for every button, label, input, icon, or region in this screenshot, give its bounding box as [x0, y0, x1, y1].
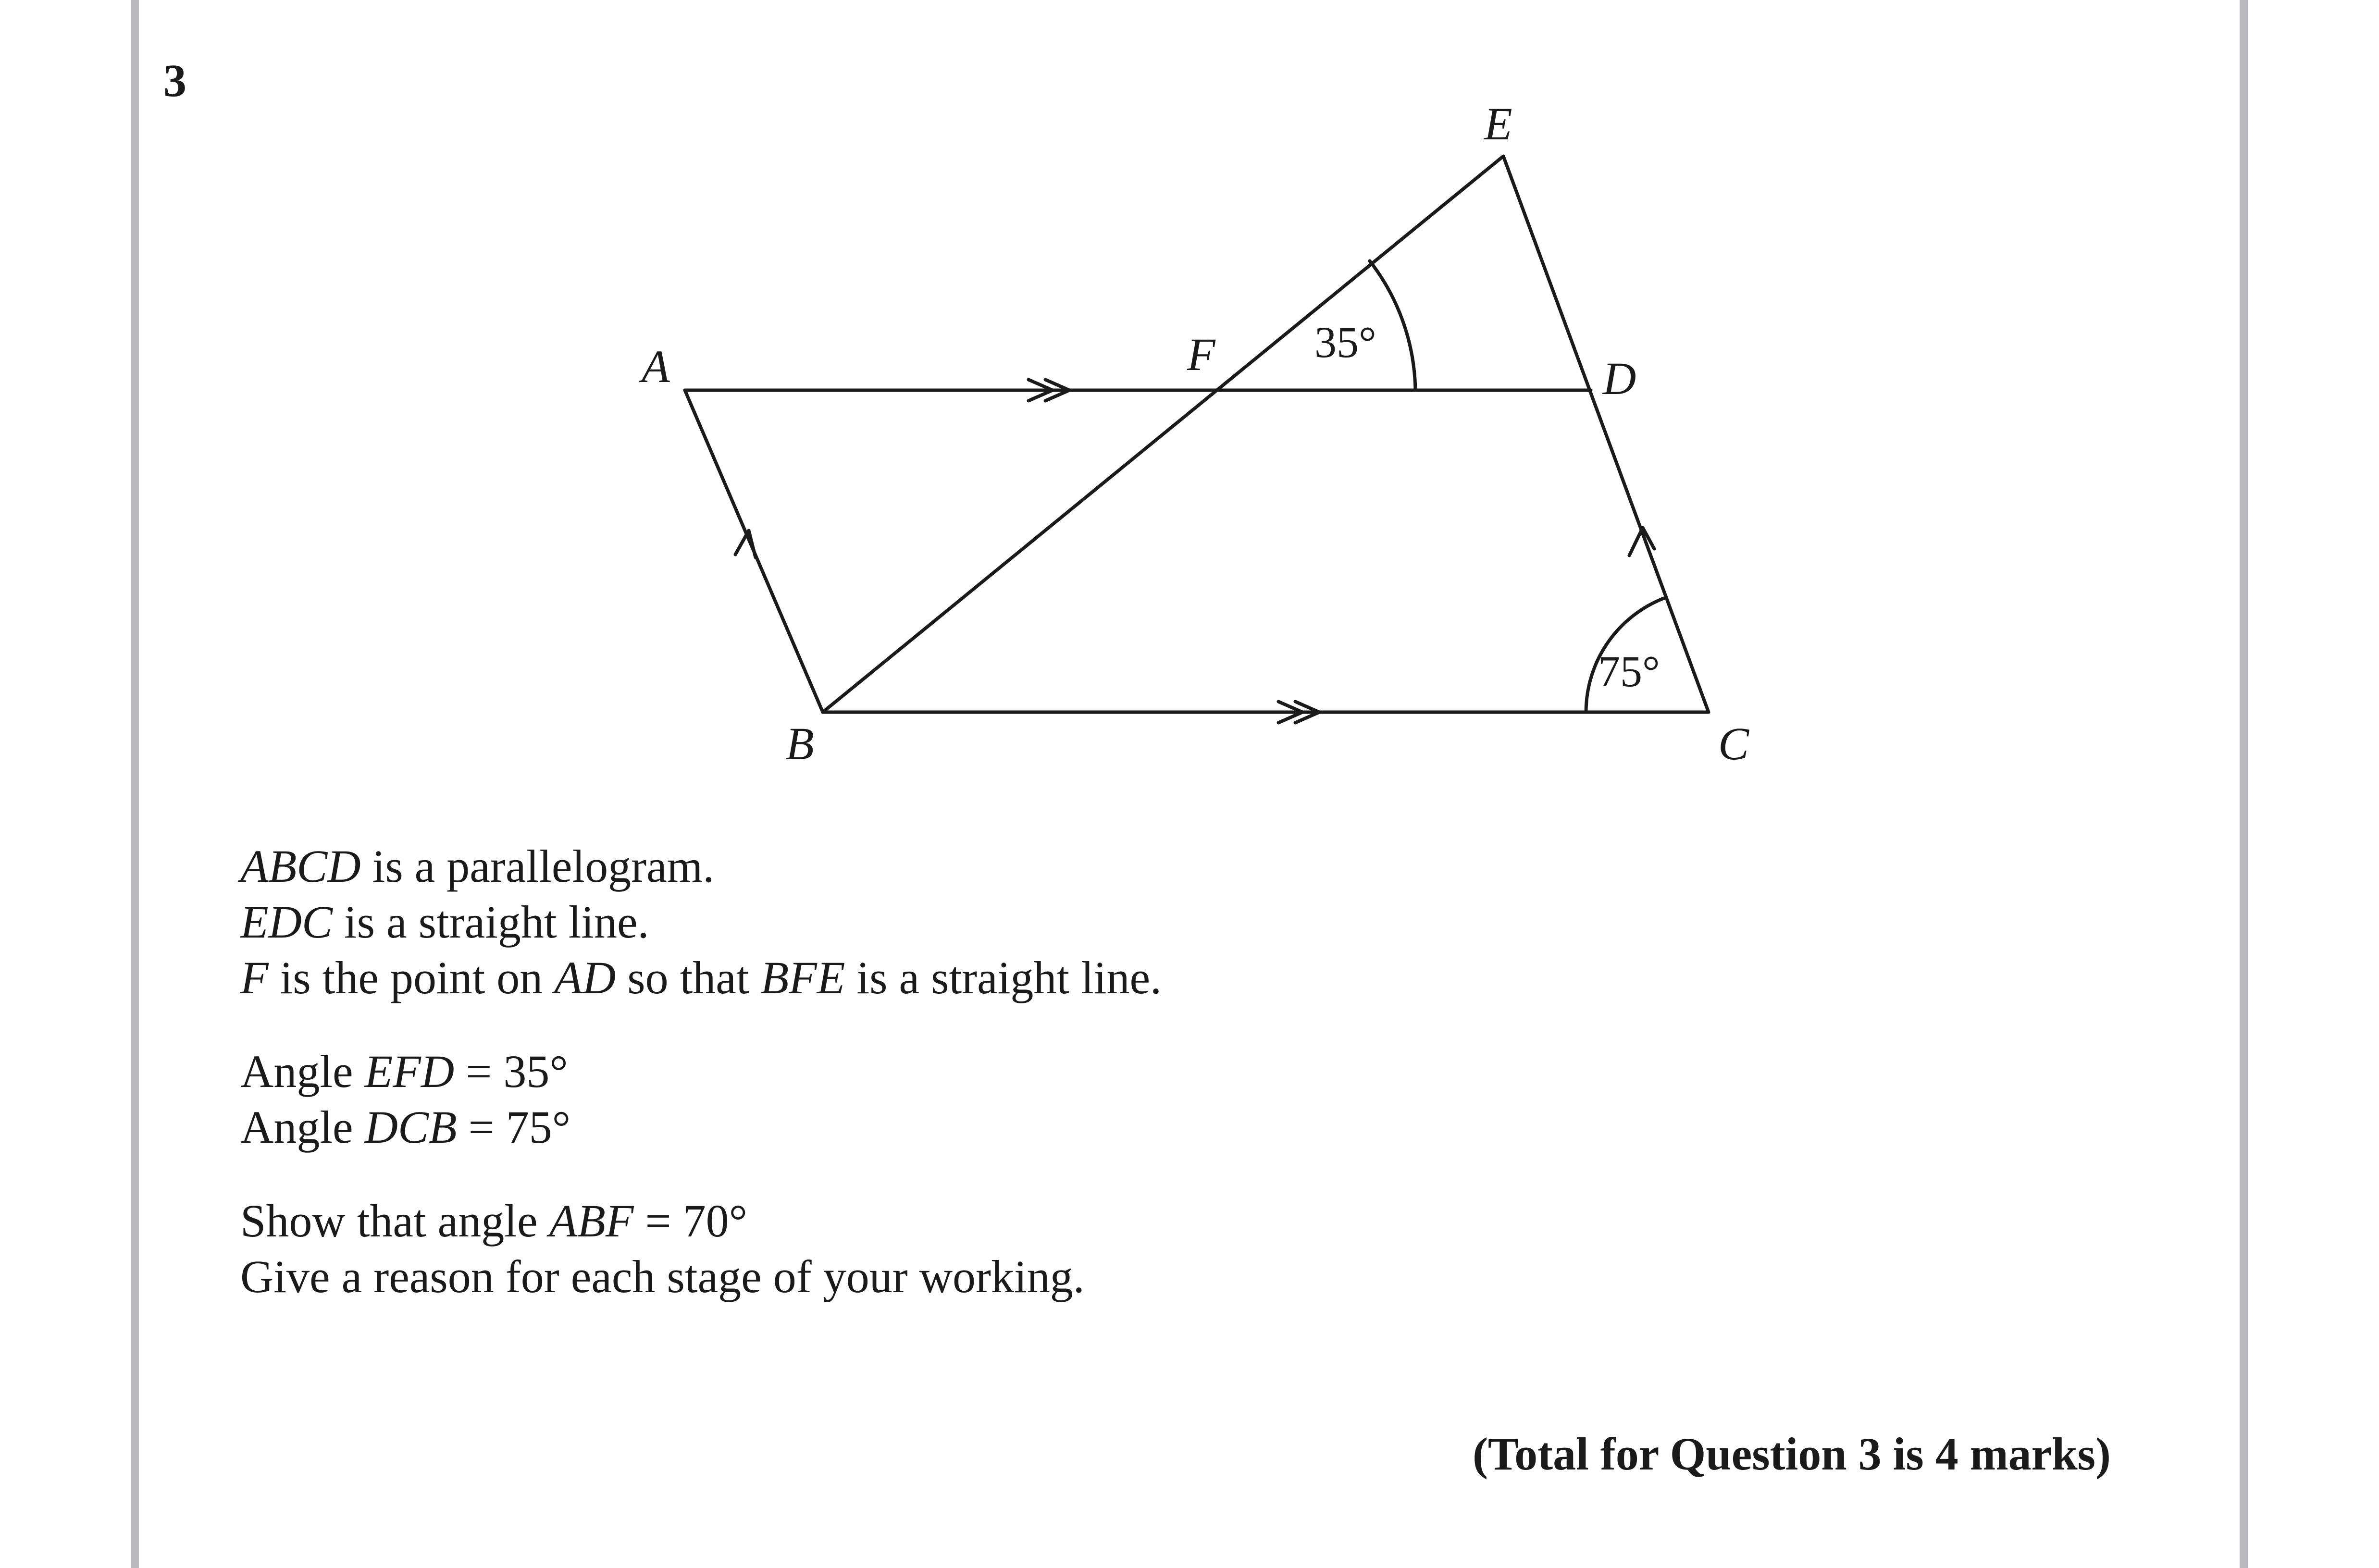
segment-edc: [1503, 156, 1709, 712]
text: Angle: [240, 1046, 365, 1097]
label-a: A: [642, 341, 670, 392]
statement-straight-edc: [240, 894, 649, 950]
var-abcd: ABCD: [240, 840, 361, 892]
var-efd: EFD: [364, 1046, 455, 1097]
statement-parallelogram: [240, 839, 714, 894]
text: = 35°: [454, 1046, 568, 1097]
total-marks: (Total for Question 3 is 4 marks): [1472, 1428, 2111, 1480]
text: is a parallelogram.: [360, 840, 715, 892]
label-b: B: [786, 718, 814, 769]
label-c: C: [1718, 718, 1749, 769]
var-dcb: DCB: [364, 1101, 457, 1153]
angle-arc-efd: [1370, 261, 1415, 390]
text: is the point on: [268, 952, 555, 1003]
var-edc: EDC: [240, 896, 333, 948]
label-f: F: [1187, 329, 1215, 380]
given-angle-efd: [240, 1044, 568, 1099]
angle-label-efd: 35°: [1314, 318, 1376, 367]
var-f: F: [240, 952, 269, 1003]
single-arrow-ab: [735, 531, 756, 557]
text: = 75°: [457, 1101, 571, 1153]
text: = 70°: [633, 1195, 748, 1247]
angle-label-dcb: 75°: [1598, 647, 1660, 696]
text: Angle: [240, 1101, 365, 1153]
task-give-reason: Give a reason for each stage of your working.: [240, 1251, 1085, 1302]
var-bfe: BFE: [760, 952, 845, 1003]
question-number: 3: [163, 55, 186, 106]
task-show-that: [240, 1193, 747, 1249]
label-e: E: [1484, 98, 1512, 149]
text: is a straight line.: [333, 896, 649, 948]
text: Show that angle: [240, 1195, 549, 1247]
text: is a straight line.: [845, 952, 1162, 1003]
text: so that: [616, 952, 761, 1003]
var-abf: ABF: [549, 1195, 634, 1247]
statement-point-f: [240, 950, 1162, 1006]
label-d: D: [1603, 353, 1636, 404]
segment-bfe: [823, 156, 1503, 712]
var-ad: AD: [554, 952, 616, 1003]
given-angle-dcb: [240, 1099, 570, 1155]
